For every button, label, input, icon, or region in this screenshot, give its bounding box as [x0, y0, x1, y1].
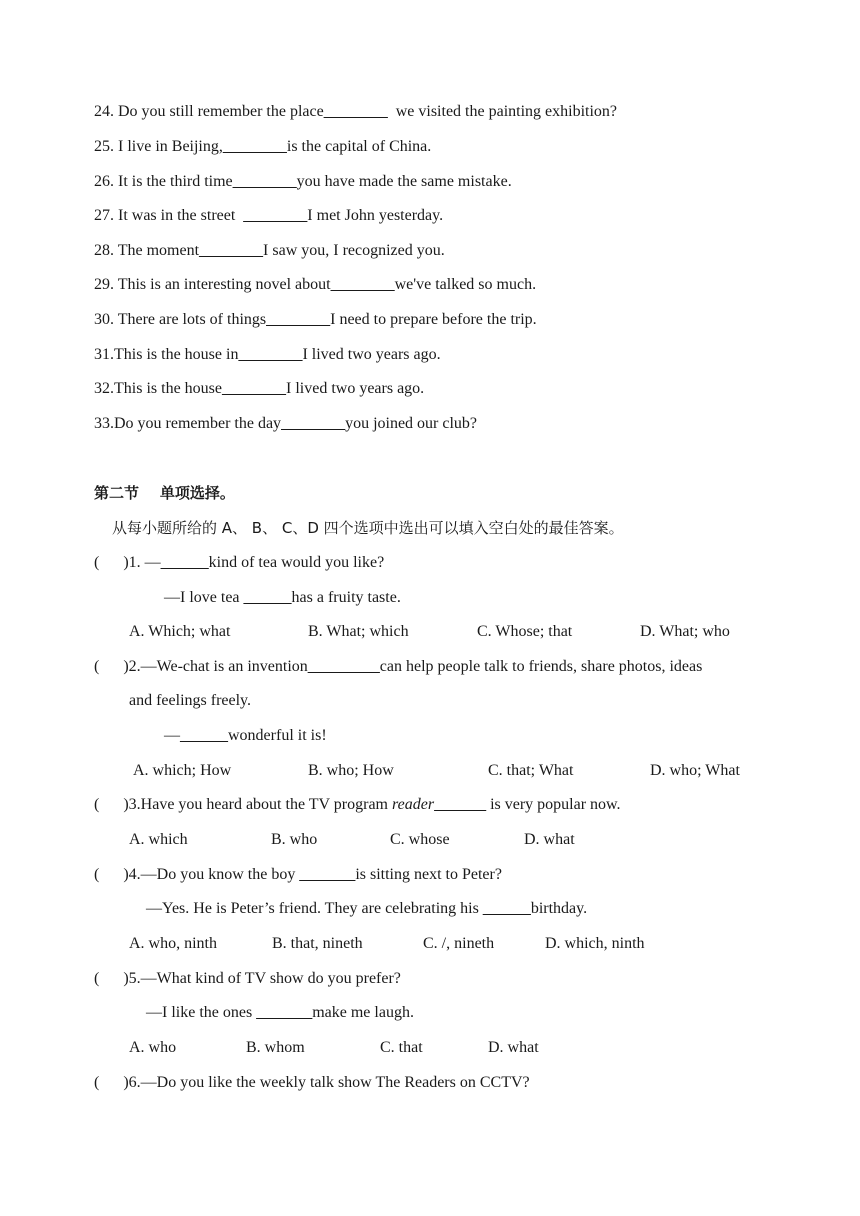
- question-2-continuation: and feelings freely.: [129, 692, 252, 709]
- answer-blank[interactable]: ________: [243, 207, 308, 224]
- question-stem: kind of tea would you like?: [208, 554, 385, 571]
- option-a[interactable]: A. which; How: [133, 762, 232, 779]
- fill-item-24: [94, 102, 617, 122]
- answer-blank[interactable]: ________: [232, 173, 297, 190]
- item-text: we've talked so much.: [394, 276, 537, 293]
- question-4: [94, 865, 502, 885]
- option-a[interactable]: A. who, ninth: [129, 935, 217, 952]
- answer-blank[interactable]: _______: [299, 866, 356, 883]
- fill-item-27: [94, 206, 443, 226]
- question-stem: is very popular now.: [486, 796, 621, 813]
- item-text: I saw you, I recognized you.: [263, 242, 445, 259]
- section-heading: 第二节 单项选择。: [94, 484, 235, 502]
- answer-blank[interactable]: _______: [256, 1004, 313, 1021]
- option-d[interactable]: D. what: [488, 1039, 539, 1056]
- item-text: is the capital of China.: [286, 138, 432, 155]
- question-2-reply: [164, 726, 327, 746]
- item-text: 33.Do you remember the day: [94, 415, 282, 432]
- option-d[interactable]: D. what: [524, 831, 575, 848]
- item-text: 28. The moment: [94, 242, 200, 259]
- question-3: [94, 795, 621, 815]
- item-text: 26. It is the third time: [94, 173, 233, 190]
- option-c[interactable]: C. whose: [390, 831, 450, 848]
- answer-blank[interactable]: ______: [160, 554, 209, 571]
- question-6: ( )6.—Do you like the weekly talk show The Readers on CCTV?: [94, 1074, 530, 1091]
- option-c[interactable]: C. Whose; that: [477, 623, 573, 640]
- fill-item-29: [94, 275, 536, 295]
- answer-blank[interactable]: ________: [323, 103, 388, 120]
- fill-item-32: [94, 379, 424, 399]
- item-text: 27. It was in the street: [94, 207, 244, 224]
- answer-blank[interactable]: ________: [281, 415, 346, 432]
- item-text: I need to prepare before the trip.: [330, 311, 537, 328]
- question-1: [94, 553, 384, 573]
- question-stem: ( )2.—We-chat is an invention: [94, 658, 308, 675]
- reply-text: —I love tea: [164, 589, 244, 606]
- question-stem: ( )1. —: [94, 554, 161, 571]
- answer-blank[interactable]: ________: [266, 311, 331, 328]
- item-text: 24. Do you still remember the place: [94, 103, 324, 120]
- item-text: 25. I live in Beijing,: [94, 138, 223, 155]
- fill-item-33: [94, 414, 477, 434]
- answer-blank[interactable]: _________: [307, 658, 380, 675]
- option-b[interactable]: B. who; How: [308, 762, 394, 779]
- option-c[interactable]: C. /, nineth: [423, 935, 495, 952]
- answer-blank[interactable]: ________: [199, 242, 264, 259]
- item-text: 32.This is the house: [94, 380, 222, 397]
- question-5: ( )5.—What kind of TV show do you prefer?: [94, 970, 401, 987]
- item-text: 29. This is an interesting novel about: [94, 276, 331, 293]
- item-text: 30. There are lots of things: [94, 311, 267, 328]
- item-text: I lived two years ago.: [286, 380, 425, 397]
- answer-blank[interactable]: ________: [222, 380, 286, 397]
- option-b[interactable]: B. What; which: [308, 623, 409, 640]
- option-d[interactable]: D. who; What: [650, 762, 740, 779]
- option-b[interactable]: B. who: [271, 831, 318, 848]
- item-text: 31.This is the house in: [94, 346, 239, 363]
- reply-text: make me laugh.: [312, 1004, 414, 1021]
- reply-text: —: [164, 727, 180, 744]
- question-stem: ( )3.Have you heard about the TV program: [94, 796, 392, 813]
- fill-item-25: [94, 137, 431, 157]
- program-name: reader: [392, 796, 435, 813]
- option-b[interactable]: B. whom: [246, 1039, 305, 1056]
- question-1-reply: [164, 588, 401, 608]
- item-text: we visited the painting exhibition?: [387, 103, 618, 120]
- answer-blank[interactable]: ______: [180, 727, 228, 744]
- option-a[interactable]: A. which: [129, 831, 188, 848]
- answer-blank[interactable]: ______: [434, 796, 487, 813]
- section-instruction: 从每小题所给的 A、 B、 C、D 四个选项中选出可以填入空白处的最佳答案。: [112, 519, 624, 537]
- reply-text: —I like the ones: [146, 1004, 257, 1021]
- question-stem: is sitting next to Peter?: [355, 866, 502, 883]
- option-d[interactable]: D. What; who: [640, 623, 730, 640]
- reply-text: —Yes. He is Peter’s friend. They are celebrating his: [146, 900, 483, 917]
- option-a[interactable]: A. who: [129, 1039, 177, 1056]
- answer-blank[interactable]: ______: [243, 589, 292, 606]
- item-text: you joined our club?: [345, 415, 478, 432]
- fill-item-26: [94, 172, 512, 192]
- reply-text: has a fruity taste.: [291, 589, 401, 606]
- question-stem: can help people talk to friends, share photos, ideas: [379, 658, 703, 675]
- reply-text: birthday.: [530, 900, 588, 917]
- question-stem: ( )4.—Do you know the boy: [94, 866, 300, 883]
- answer-blank[interactable]: ______: [482, 900, 531, 917]
- item-text: I lived two years ago.: [302, 346, 441, 363]
- fill-item-30: [94, 310, 537, 330]
- item-text: I met John yesterday.: [307, 207, 444, 224]
- answer-blank[interactable]: ________: [330, 276, 395, 293]
- question-5-reply: [146, 1003, 414, 1023]
- answer-blank[interactable]: ________: [222, 138, 287, 155]
- answer-blank[interactable]: ________: [238, 346, 303, 363]
- question-2: [94, 657, 702, 677]
- option-c[interactable]: C. that; What: [488, 762, 574, 779]
- fill-item-28: [94, 241, 445, 261]
- reply-text: wonderful it is!: [228, 727, 327, 744]
- option-a[interactable]: A. Which; what: [129, 623, 231, 640]
- fill-item-31: [94, 345, 441, 365]
- question-4-reply: [146, 899, 587, 919]
- option-c[interactable]: C. that: [380, 1039, 423, 1056]
- option-d[interactable]: D. which, ninth: [545, 935, 645, 952]
- item-text: you have made the same mistake.: [296, 173, 512, 190]
- option-b[interactable]: B. that, nineth: [272, 935, 363, 952]
